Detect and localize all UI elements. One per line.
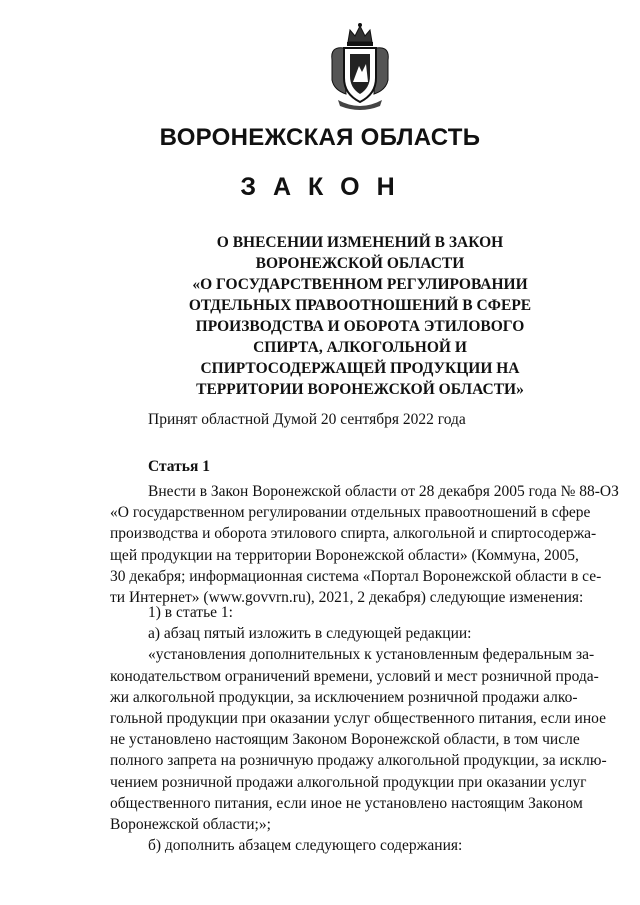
quote-line: не установлено настоящим Законом Воронежской области, в том числе: [110, 731, 580, 749]
item-a: а) абзац пятый изложить в следующей редакции:: [148, 625, 472, 643]
article-items: [110, 602, 607, 856]
quote-line: общественного питания, если иное не установлено настоящим Законом: [110, 794, 583, 812]
quote-line: чением розничной продажи алкогольной продукции при оказании услуг: [110, 773, 587, 791]
quote-line: Воронежской области;»;: [110, 816, 271, 834]
law-title-line: ОТДЕЛЬНЫХ ПРАВООТНОШЕНИЙ В СФЕРЕ: [188, 297, 532, 314]
law-title-line: СПИРТА, АЛКОГОЛЬНОЙ И: [253, 339, 467, 356]
intro-line: ти Интернет» (www.govvrn.ru), 2021, 2 декабря) следующие изменения:: [110, 589, 584, 607]
law-title: [150, 232, 570, 400]
law-title-line: ПРОИЗВОДСТВА И ОБОРОТА ЭТИЛОВОГО: [195, 318, 525, 335]
article-heading: Статья 1: [148, 458, 210, 475]
quote-line: конодательством ограничений времени, условий и мест розничной прода-: [110, 667, 599, 685]
law-title-line: ТЕРРИТОРИИ ВОРОНЕЖСКОЙ ОБЛАСТИ»: [196, 381, 524, 398]
intro-line: щей продукции на территории Воронежской области» (Коммуна, 2005,: [110, 546, 579, 564]
law-title-line: СПИРТОСОДЕРЖАЩЕЙ ПРОДУКЦИИ НА: [200, 360, 520, 377]
item-1: 1) в статье 1:: [148, 604, 233, 621]
law-title-line: О ВНЕСЕНИИ ИЗМЕНЕНИЙ В ЗАКОН: [216, 234, 504, 251]
intro-line: 30 декабря; информационная система «Портал Воронежской области в се-: [110, 567, 602, 585]
intro-line: «О государственном регулировании отдельных правоотношений в сфере: [110, 504, 591, 522]
quote-line: жи алкогольной продукции, за исключением розничной продажи алко-: [110, 688, 578, 706]
law-title-line: «О ГОСУДАРСТВЕННОМ РЕГУЛИРОВАНИИ: [192, 276, 528, 293]
quote-line: «установления дополнительных к установленным федеральным за-: [148, 646, 595, 664]
article-intro: [110, 481, 619, 608]
region-name: ВОРОНЕЖСКАЯ ОБЛАСТЬ: [159, 124, 481, 151]
document-type: З А К О Н: [240, 173, 400, 201]
quote-line: гольной продукции при оказании услуг общественного питания, если иное: [110, 710, 606, 728]
intro-line: производства и оборота этилового спирта, алкогольной и спиртосодержа-: [110, 525, 597, 543]
coat-of-arms-emblem: [326, 20, 394, 110]
quote-line: полного запрета на розничную продажу алкогольной продукции, за исклю-: [110, 752, 607, 770]
law-title-line: ВОРОНЕЖСКОЙ ОБЛАСТИ: [255, 255, 465, 272]
intro-line: Внести в Закон Воронежской области от 28 декабря 2005 года № 88-ОЗ: [148, 483, 619, 500]
item-b: б) дополнить абзацем следующего содержания:: [148, 837, 463, 855]
adoption-date: Принят областной Думой 20 сентября 2022 года: [148, 411, 466, 428]
